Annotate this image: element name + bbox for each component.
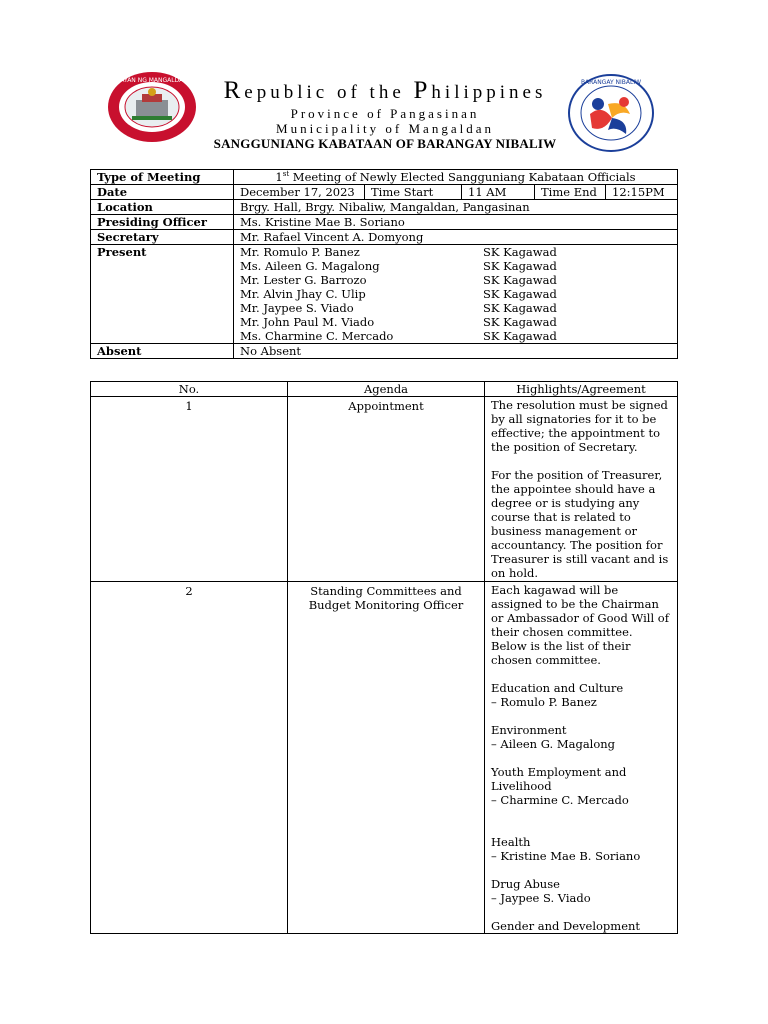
- list-item: Mr. John Paul M. Viado SK Kagawad: [240, 315, 557, 329]
- location-label: Location: [91, 200, 234, 215]
- republic-title: Republic of the Philippines: [223, 77, 547, 104]
- highlight-line: Youth Employment and Livelihood: [491, 765, 627, 793]
- absent-value: No Absent: [234, 344, 678, 359]
- col-header-no: No.: [91, 382, 288, 397]
- highlight-line: [491, 709, 671, 723]
- time-end-value: 12:15PM: [606, 185, 678, 200]
- time-end-label: Time End: [535, 185, 606, 200]
- present-row: [91, 245, 678, 344]
- highlight-line: [491, 807, 671, 821]
- presiding-row: [91, 215, 678, 230]
- date-value: December 17, 2023: [234, 185, 365, 200]
- presiding-value: Ms. Kristine Mae B. Soriano: [234, 215, 678, 230]
- presiding-label: Presiding Officer: [91, 215, 234, 230]
- document-header: [190, 78, 580, 152]
- type-row: [91, 170, 678, 185]
- date-row: [91, 185, 678, 200]
- col-header-highlights: Highlights/Agreement: [485, 382, 678, 397]
- agenda-table: [90, 381, 678, 934]
- agenda-header-row: [91, 382, 678, 397]
- row-highlights: [485, 397, 678, 582]
- highlight-line: Education and Culture: [491, 681, 624, 695]
- secretary-label: Secretary: [91, 230, 234, 245]
- highlight-line: – Romulo P. Banez: [491, 695, 597, 709]
- highlight-line: For the position of Treasurer, the appointee should have a degree or is studying any course that is related to business management or accountancy. The position for Treasurer is still vacant and is on hold.: [491, 468, 669, 580]
- highlight-line: – Charmine C. Mercado: [491, 793, 629, 807]
- absent-label: Absent: [91, 344, 234, 359]
- highlight-line: [491, 863, 671, 877]
- list-item: Mr. Lester G. Barrozo SK Kagawad: [240, 273, 557, 287]
- absent-row: [91, 344, 678, 359]
- province-line: Province of Pangasinan: [290, 106, 480, 121]
- highlight-line: Gender and Development: [491, 919, 641, 933]
- date-label: Date: [91, 185, 234, 200]
- present-list: [234, 245, 678, 344]
- highlight-line: Health: [491, 835, 531, 849]
- secretary-row: [91, 230, 678, 245]
- highlight-line: Environment: [491, 723, 567, 737]
- barangay-nibaliw-logo: [568, 74, 654, 152]
- municipality-line: Municipality of Mangaldan: [276, 121, 494, 136]
- highlight-line: [491, 821, 671, 835]
- location-value: Brgy. Hall, Brgy. Nibaliw, Mangaldan, Pangasinan: [234, 200, 678, 215]
- location-row: [91, 200, 678, 215]
- highlight-line: Drug Abuse: [491, 877, 560, 891]
- seal-top-text: BAYAN NG MANGALDAN: [116, 77, 188, 84]
- row-agenda: Standing Committees and Budget Monitoring Officer: [288, 582, 485, 934]
- list-item: Ms. Charmine C. Mercado SK Kagawad: [240, 329, 557, 343]
- logo-top-text: BARANGAY NIBALIW: [580, 79, 642, 86]
- highlight-line: The resolution must be signed by all signatories for it to be effective; the appointment to the position of Secretary.: [491, 398, 668, 454]
- highlight-line: Each kagawad will be assigned to be the Chairman or Ambassador of Good Will of their chosen committee. Below is the list of their chosen committee.: [491, 583, 669, 667]
- row-no: 1: [91, 397, 288, 582]
- list-item: Mr. Romulo P. Banez SK Kagawad: [240, 245, 557, 259]
- list-item: Mr. Jaypee S. Viado SK Kagawad: [240, 301, 557, 315]
- highlight-line: [491, 667, 671, 681]
- highlight-line: – Jaypee S. Viado: [491, 891, 591, 905]
- present-label: Present: [91, 245, 234, 344]
- highlight-line: [491, 905, 671, 919]
- sk-title: SANGGUNIANG KABATAAN OF BARANGAY NIBALIW: [213, 136, 557, 151]
- table-row: [91, 582, 678, 934]
- col-header-agenda: Agenda: [288, 382, 485, 397]
- mangaldan-seal-logo: [106, 70, 198, 144]
- highlight-line: [491, 751, 671, 765]
- highlight-line: – Kristine Mae B. Soriano: [491, 849, 641, 863]
- list-item: Mr. Alvin Jhay C. Ulip SK Kagawad: [240, 287, 557, 301]
- row-no: 2: [91, 582, 288, 934]
- meeting-info-table: [90, 169, 678, 359]
- secretary-value: Mr. Rafael Vincent A. Domyong: [234, 230, 678, 245]
- type-label: Type of Meeting: [91, 170, 234, 185]
- list-item: Ms. Aileen G. Magalong SK Kagawad: [240, 259, 557, 273]
- time-start-label: Time Start: [365, 185, 462, 200]
- type-value: 1st Meeting of Newly Elected Sangguniang Kabataan Officials: [234, 170, 678, 185]
- highlight-line: – Aileen G. Magalong: [491, 737, 616, 751]
- highlight-line: [491, 454, 671, 468]
- time-start-value: 11 AM: [462, 185, 535, 200]
- row-agenda: Appointment: [288, 397, 485, 582]
- table-row: [91, 397, 678, 582]
- row-highlights: [485, 582, 678, 934]
